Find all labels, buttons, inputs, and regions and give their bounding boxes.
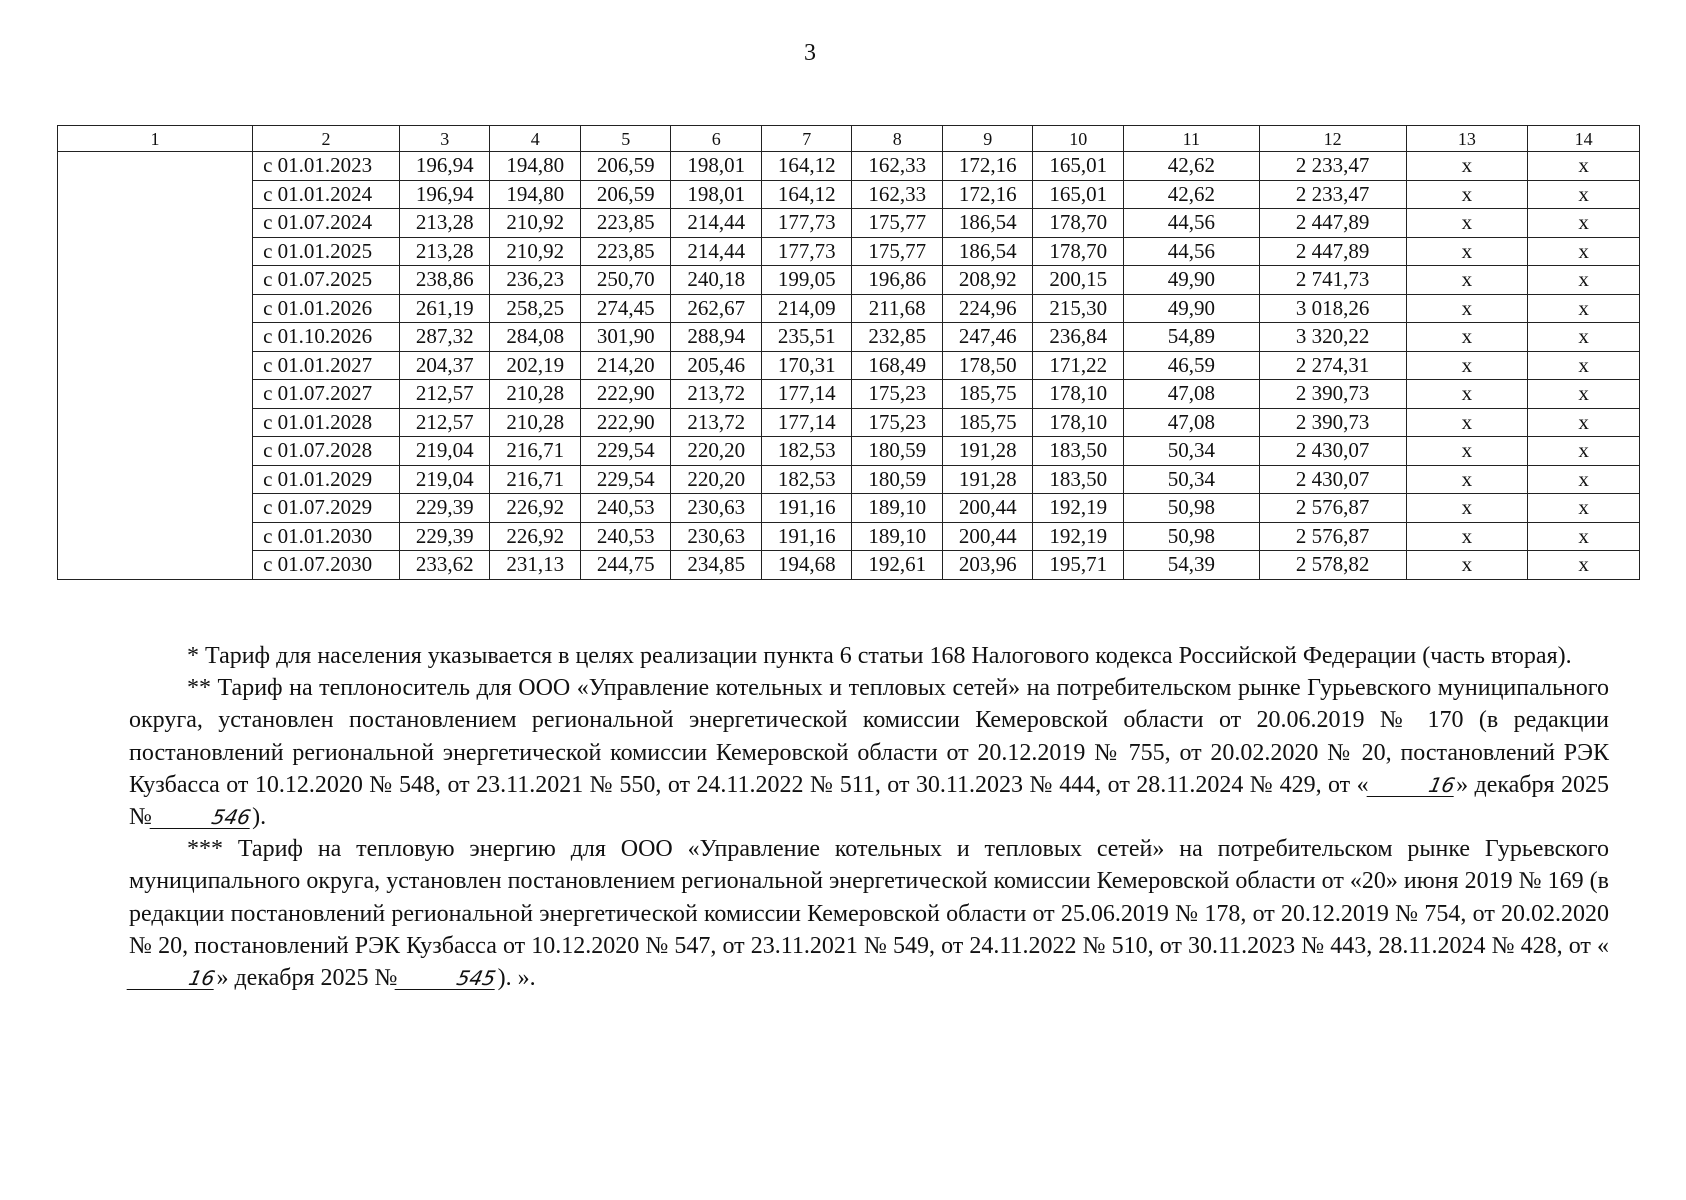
table-cell: 213,28 [399,237,490,266]
footnote-heat-tariff [129,833,1609,994]
table-cell: 219,04 [399,437,490,466]
table-cell: 200,44 [942,494,1033,523]
table-cell: 247,46 [942,323,1033,352]
table-cell: 186,54 [942,209,1033,238]
table-row [58,351,1640,380]
table-cell: х [1406,152,1528,181]
table-cell: 234,85 [671,551,762,580]
handwritten-resolution-number: 545 [395,967,500,990]
table-cell: х [1406,266,1528,295]
table-row [58,266,1640,295]
table-cell: 250,70 [580,266,671,295]
table-cell: 177,14 [761,380,852,409]
footnote-heat-text: *** Тариф на тепловую энергию для ООО «Управление котельных и тепловых сетей» на потребительском рынке Гурьевского муниципального округа, установлен постановлением региональной энергетической комиссии Кемеровской области от «20» июня 2019 № 169 (в редакции постановлений региональной энергетической комиссии Кемеровской области от 25.06.2019 № 178, от 20.12.2019 № 754, от 20.02.2020 № 20, постановлений РЭК Кузбасса от 10.12.2020 № 547, от 23.11.2021 № 549, от 24.11.2022 № 510, от 30.11.2023 № 443, 28.11.2024 № 428, от « [129,836,1609,959]
table-cell: 194,80 [490,180,581,209]
column-header-2: 2 [253,126,400,152]
table-cell: 49,90 [1123,294,1259,323]
table-cell: х [1528,294,1640,323]
table-cell: 211,68 [852,294,943,323]
table-cell: 183,50 [1033,465,1124,494]
footnote-heat-month: » декабря 2025 № [216,965,398,992]
table-cell: 240,53 [580,494,671,523]
table-cell: 164,12 [761,180,852,209]
table-cell: 183,50 [1033,437,1124,466]
table-cell: 178,50 [942,351,1033,380]
table-row [58,209,1640,238]
table-cell: х [1406,323,1528,352]
table-cell: х [1406,408,1528,437]
table-cell: 175,23 [852,408,943,437]
table-cell: х [1528,465,1640,494]
table-cell: 274,45 [580,294,671,323]
table-cell: 226,92 [490,494,581,523]
table-cell: 196,86 [852,266,943,295]
table-cell: 230,63 [671,522,762,551]
table-cell: 229,54 [580,465,671,494]
table-cell: 171,22 [1033,351,1124,380]
table-cell: 223,85 [580,237,671,266]
table-row [58,408,1640,437]
table-cell: х [1406,294,1528,323]
table-cell-date: с 01.07.2027 [253,380,400,409]
table-cell: 220,20 [671,465,762,494]
table-cell-date: с 01.07.2029 [253,494,400,523]
table-cell: 2 447,89 [1259,209,1406,238]
table-cell: 222,90 [580,380,671,409]
table-cell: 210,28 [490,380,581,409]
table-cell: 212,57 [399,408,490,437]
footnote-coolant-text: ** Тариф на теплоноситель для ООО «Управление котельных и тепловых сетей» на потребительском рынке Гурьевского муниципального округа, установлен постановлением региональной энергетической комиссии Кемеровской области от 20.06.2019 № 170 (в редакции постановлений региональной энергетической комиссии Кемеровской области от 20.12.2019 № 755, от 20.02.2020 № 20, постановлений РЭК Кузбасса от 10.12.2020 № 548, от 23.11.2021 № 550, от 24.11.2022 № 511, от 30.11.2023 № 444, от 28.11.2024 № 429, от « [129,675,1609,798]
table-cell: 3 320,22 [1259,323,1406,352]
table-cell: 244,75 [580,551,671,580]
column-header-7: 7 [761,126,852,152]
table-cell: 162,33 [852,152,943,181]
table-cell-date: с 01.01.2030 [253,522,400,551]
table-cell: х [1406,522,1528,551]
table-cell: 240,18 [671,266,762,295]
table-cell: 229,54 [580,437,671,466]
table-cell: 206,59 [580,152,671,181]
table-cell: х [1528,408,1640,437]
table-cell: 216,71 [490,437,581,466]
table-cell: 262,67 [671,294,762,323]
table-cell: 194,80 [490,152,581,181]
table-cell-date: с 01.01.2023 [253,152,400,181]
table-cell: х [1528,152,1640,181]
table-cell: 230,63 [671,494,762,523]
table-header-row [58,126,1640,152]
table-cell-date: с 01.07.2028 [253,437,400,466]
table-cell: 50,34 [1123,465,1259,494]
table-cell: 191,16 [761,494,852,523]
table-cell: 192,61 [852,551,943,580]
table-cell: 200,15 [1033,266,1124,295]
table-cell: х [1406,351,1528,380]
table-cell: 172,16 [942,152,1033,181]
table-cell: 2 233,47 [1259,180,1406,209]
table-cell: 192,19 [1033,494,1124,523]
table-cell: 205,46 [671,351,762,380]
table-cell: 240,53 [580,522,671,551]
table-cell: х [1406,551,1528,580]
table-cell: 170,31 [761,351,852,380]
table-cell: 202,19 [490,351,581,380]
table-cell: 288,94 [671,323,762,352]
handwritten-day: 16 [1366,774,1458,797]
table-cell: 212,57 [399,380,490,409]
table-cell: 192,19 [1033,522,1124,551]
table-cell: 175,77 [852,209,943,238]
table-cell-date: с 01.07.2025 [253,266,400,295]
table-cell: 182,53 [761,437,852,466]
table-cell: 2 576,87 [1259,522,1406,551]
table-cell: х [1406,437,1528,466]
table-cell: 54,39 [1123,551,1259,580]
table-body [58,152,1640,580]
table-cell: 2 447,89 [1259,237,1406,266]
table-cell: х [1528,494,1640,523]
table-cell: 214,09 [761,294,852,323]
table-cell: 213,72 [671,408,762,437]
table-cell: х [1528,437,1640,466]
table-cell: 165,01 [1033,152,1124,181]
table-row [58,237,1640,266]
table-cell: 196,94 [399,152,490,181]
table-cell: х [1528,522,1640,551]
footnote-coolant-tariff [129,672,1609,833]
table-row [58,465,1640,494]
table-cell: х [1528,351,1640,380]
table-cell: х [1406,380,1528,409]
table-cell: 168,49 [852,351,943,380]
column-header-4: 4 [490,126,581,152]
table-row [58,152,1640,181]
table-cell: 180,59 [852,465,943,494]
table-cell: 175,23 [852,380,943,409]
table-cell: 189,10 [852,494,943,523]
table-cell: 2 741,73 [1259,266,1406,295]
table-cell-date: с 01.01.2027 [253,351,400,380]
table-cell: х [1528,209,1640,238]
table-cell: 185,75 [942,380,1033,409]
table-cell: 178,10 [1033,408,1124,437]
table-cell: 44,56 [1123,237,1259,266]
table-row [58,380,1640,409]
table-cell: 215,30 [1033,294,1124,323]
table-cell-date: с 01.10.2026 [253,323,400,352]
table-row [58,294,1640,323]
table-cell: х [1528,323,1640,352]
table-cell: 178,70 [1033,209,1124,238]
table-cell: 219,04 [399,465,490,494]
table-cell: 2 390,73 [1259,380,1406,409]
table-row [58,180,1640,209]
table-cell: 50,34 [1123,437,1259,466]
table-cell: 44,56 [1123,209,1259,238]
column-header-3: 3 [399,126,490,152]
handwritten-day: 16 [127,967,219,990]
table-cell: 49,90 [1123,266,1259,295]
table-cell: х [1528,380,1640,409]
table-cell: 186,54 [942,237,1033,266]
table-cell: 177,14 [761,408,852,437]
table-cell: 2 430,07 [1259,437,1406,466]
table-cell-date: с 01.01.2025 [253,237,400,266]
table-cell: 235,51 [761,323,852,352]
table-cell: 50,98 [1123,522,1259,551]
table-row [58,551,1640,580]
table-cell: х [1406,209,1528,238]
table-cell: 216,71 [490,465,581,494]
table-cell-date: с 01.07.2030 [253,551,400,580]
table-cell: 232,85 [852,323,943,352]
table-cell: 223,85 [580,209,671,238]
column-header-1: 1 [58,126,253,152]
table-row [58,437,1640,466]
footnote-coolant-end: ). [252,804,267,831]
table-cell: 287,32 [399,323,490,352]
table-cell: 229,39 [399,494,490,523]
column-header-10: 10 [1033,126,1124,152]
footnotes [129,640,1609,994]
table-cell-date: с 01.01.2028 [253,408,400,437]
table-cell: 162,33 [852,180,943,209]
table-cell: 182,53 [761,465,852,494]
table-cell: 284,08 [490,323,581,352]
table-cell-date: с 01.01.2029 [253,465,400,494]
footnote-heat-end: ). ». [497,965,536,992]
table-cell: 46,59 [1123,351,1259,380]
table-cell: х [1528,237,1640,266]
table-cell: 213,72 [671,380,762,409]
column-header-13: 13 [1406,126,1528,152]
table-cell: 236,84 [1033,323,1124,352]
column-header-14: 14 [1528,126,1640,152]
table-cell: 199,05 [761,266,852,295]
table-cell: 195,71 [1033,551,1124,580]
table-cell: х [1528,266,1640,295]
column-header-12: 12 [1259,126,1406,152]
table-cell: 2 576,87 [1259,494,1406,523]
table-cell: 177,73 [761,209,852,238]
table-cell: 2 274,31 [1259,351,1406,380]
tariff-table [57,125,1640,580]
table-cell: 54,89 [1123,323,1259,352]
table-cell: 175,77 [852,237,943,266]
table-cell: 233,62 [399,551,490,580]
table-cell: 214,44 [671,209,762,238]
table-cell: 42,62 [1123,180,1259,209]
table-cell: 220,20 [671,437,762,466]
table-cell: 178,10 [1033,380,1124,409]
table-cell: х [1406,237,1528,266]
table-cell: 206,59 [580,180,671,209]
table-cell: 261,19 [399,294,490,323]
table-row [58,323,1640,352]
table-cell: 164,12 [761,152,852,181]
table-cell: 236,23 [490,266,581,295]
table-cell: 229,39 [399,522,490,551]
footnote-population-tariff: * Тариф для населения указывается в целях реализации пункта 6 статьи 168 Налогового кодекса Российской Федерации (часть вторая). [187,643,1572,669]
table-cell: 210,28 [490,408,581,437]
table-cell: 3 018,26 [1259,294,1406,323]
table-row [58,522,1640,551]
table-cell: 47,08 [1123,380,1259,409]
table-cell: 180,59 [852,437,943,466]
table-cell: 196,94 [399,180,490,209]
column-header-5: 5 [580,126,671,152]
column-header-6: 6 [671,126,762,152]
table-cell: 258,25 [490,294,581,323]
table-cell: 185,75 [942,408,1033,437]
table-cell: 210,92 [490,237,581,266]
handwritten-resolution-number: 546 [149,806,254,829]
table-cell: 178,70 [1033,237,1124,266]
table-cell: 301,90 [580,323,671,352]
table-cell: 191,28 [942,437,1033,466]
table-cell: 226,92 [490,522,581,551]
table-cell: 50,98 [1123,494,1259,523]
table-cell: 2 430,07 [1259,465,1406,494]
table-cell: 194,68 [761,551,852,580]
table-cell: 203,96 [942,551,1033,580]
table-cell: 204,37 [399,351,490,380]
footnote-coolant-month: » декабря 2025 № [129,771,1609,831]
column-header-11: 11 [1123,126,1259,152]
table-cell-date: с 01.01.2024 [253,180,400,209]
table-cell: 2 233,47 [1259,152,1406,181]
table-cell: 165,01 [1033,180,1124,209]
column-header-9: 9 [942,126,1033,152]
table-cell-col1-merged [58,152,253,580]
table-cell: 198,01 [671,180,762,209]
table-cell: 189,10 [852,522,943,551]
table-cell: 177,73 [761,237,852,266]
table-cell: 222,90 [580,408,671,437]
table-cell: 208,92 [942,266,1033,295]
table-cell-date: с 01.07.2024 [253,209,400,238]
table-cell: 224,96 [942,294,1033,323]
table-cell: 42,62 [1123,152,1259,181]
table-cell: 2 578,82 [1259,551,1406,580]
table-cell: 191,28 [942,465,1033,494]
table-cell: х [1528,180,1640,209]
table-cell: 2 390,73 [1259,408,1406,437]
table-cell: х [1406,180,1528,209]
table-row [58,494,1640,523]
table-cell: 231,13 [490,551,581,580]
table-cell: 172,16 [942,180,1033,209]
table-cell: 198,01 [671,152,762,181]
table-cell: 213,28 [399,209,490,238]
page-number: 3 [804,40,816,66]
column-header-8: 8 [852,126,943,152]
table-cell: 214,20 [580,351,671,380]
table-cell: х [1528,551,1640,580]
table-cell: 238,86 [399,266,490,295]
table-cell: 200,44 [942,522,1033,551]
table-cell: 47,08 [1123,408,1259,437]
table-cell: х [1406,494,1528,523]
table-cell: 191,16 [761,522,852,551]
table-cell-date: с 01.01.2026 [253,294,400,323]
table-cell: 214,44 [671,237,762,266]
table-cell: 210,92 [490,209,581,238]
table-cell: х [1406,465,1528,494]
